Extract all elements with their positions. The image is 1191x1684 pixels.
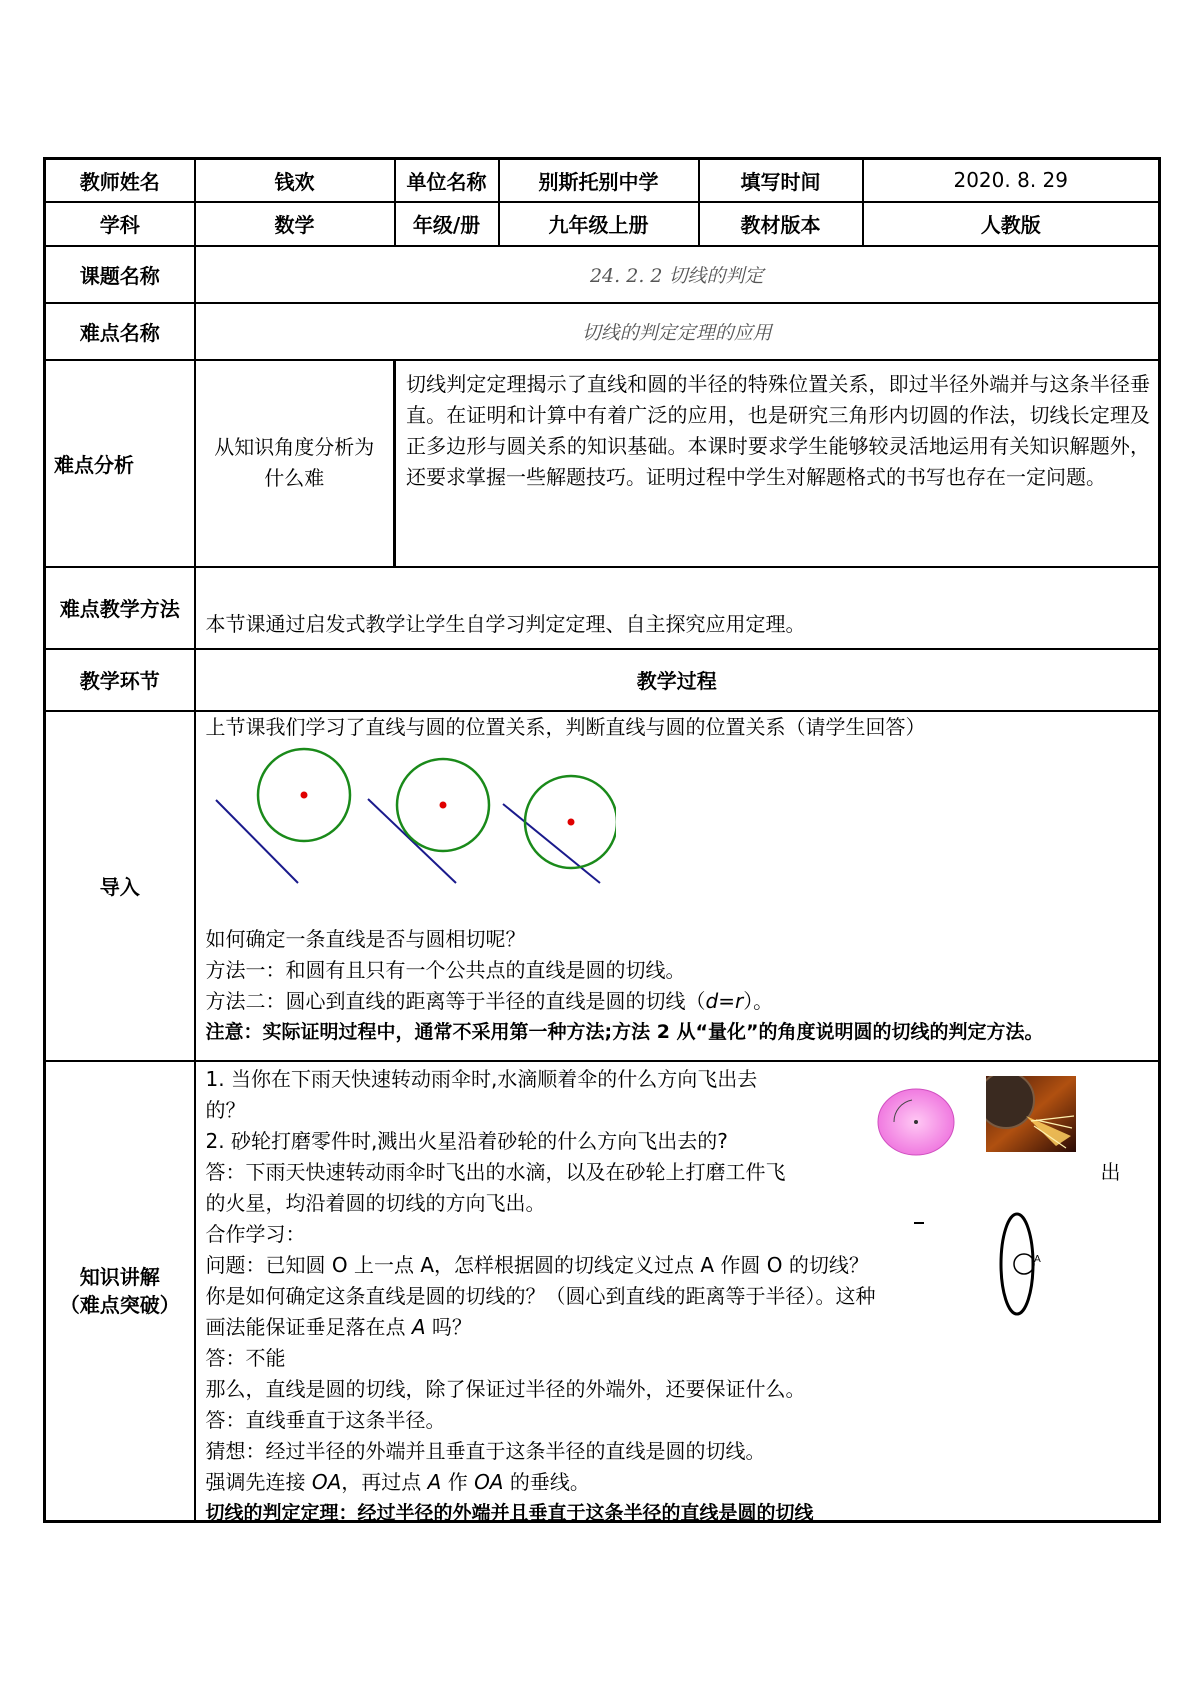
- unit-name-value: 别斯托别中学: [499, 159, 699, 202]
- line-14-d: A: [427, 1469, 442, 1494]
- grade-label: 年级/册: [395, 202, 499, 246]
- umbrella-center: [914, 1120, 918, 1124]
- method-text: 本节课通过启发式教学让学生自学习判定定理、自主探究应用定理。: [195, 567, 1160, 649]
- intro-question: 如何确定一条直线是否与圆相切呢？: [205, 926, 526, 951]
- intro-label: 导入: [45, 711, 195, 1061]
- grinding-wheel-picture: [986, 1076, 1076, 1152]
- knowledge-content: [195, 1061, 1160, 1522]
- method-two-formula: d=r: [705, 988, 744, 1013]
- topic-label: 课题名称: [45, 246, 195, 303]
- method-two: [206, 986, 774, 1017]
- difficulty-value: 切线的判定定理的应用: [195, 303, 1160, 360]
- knowledge-line-5: 的火星，均沿着圆的切线的方向飞出。: [205, 1190, 546, 1215]
- secant-line: [503, 804, 600, 883]
- tangent-line: [368, 799, 456, 883]
- intro-note: 注意：实际证明过程中，通常不采用第一种方法;方法 2 从“量化”的角度说明圆的切线的判定方法。: [205, 1020, 1044, 1043]
- method-two-close: ）。: [743, 988, 774, 1013]
- teaching-stage-label: 教学环节: [45, 649, 195, 711]
- line-14-f: OA: [474, 1469, 504, 1494]
- knowledge-line-9: [206, 1312, 472, 1343]
- fill-date-label: 填写时间: [699, 159, 863, 202]
- knowledge-line-12: 答：直线垂直于这条半径。: [205, 1407, 446, 1432]
- line-9-point: A: [411, 1314, 426, 1339]
- subject-value: 数学: [195, 202, 395, 246]
- construction-circle: [1014, 1254, 1034, 1274]
- unit-name-label: 单位名称: [395, 159, 499, 202]
- grinding-wheel: [986, 1076, 1034, 1128]
- line-14-a: 强调先连接: [205, 1469, 312, 1494]
- method-label: 难点教学方法: [45, 567, 195, 649]
- knowledge-label-main: 知识讲解: [79, 1264, 160, 1289]
- knowledge-line-4: 答：下雨天快速转动雨伞时飞出的水滴，以及在砂轮上打磨工件飞: [205, 1159, 786, 1184]
- lesson-plan-table: [43, 157, 1161, 1523]
- line-14-e: 作: [441, 1469, 475, 1494]
- umbrella-picture: [876, 1082, 956, 1162]
- knowledge-line-6: 合作学习：: [205, 1221, 306, 1246]
- teacher-name-value: 钱欢: [195, 159, 395, 202]
- separate-line: [216, 800, 298, 883]
- line-9-text: 画法能保证垂足落在点: [205, 1314, 412, 1339]
- analysis-sub-label: 从知识角度分析为什么难: [195, 360, 395, 567]
- dash-mark: [914, 1222, 924, 1224]
- teacher-name-label: 教师姓名: [45, 159, 195, 202]
- textbook-value: 人教版: [863, 202, 1160, 246]
- tangent-circle-center: [439, 801, 446, 808]
- analysis-text: 切线判定定理揭示了直线和圆的半径的特殊位置关系，即过半径外端并与这条半径垂直。在证明和计算中有着广泛的应用，也是研究三角形内切圆的作法，切线长定理及正多边形与圆关系的知识基础。本课时要求学生能够较灵活地运用有关知识解题外，还要求掌握一些解题技巧。证明过程中学生对解题格式的书写也存在一定问题。: [395, 360, 1160, 567]
- knowledge-line-2: 的？: [205, 1097, 246, 1122]
- method-two-text: 方法二：圆心到直线的距离等于半径的直线是圆的切线（: [205, 988, 706, 1013]
- knowledge-line-1: 1. 当你在下雨天快速转动雨伞时,水滴顺着伞的什么方向飞出去: [205, 1066, 758, 1091]
- knowledge-line-4-tail: 出: [1100, 1159, 1121, 1184]
- intro-content: [195, 711, 1160, 1061]
- subject-label: 学科: [45, 202, 195, 246]
- method-one: 方法一：和圆有且只有一个公共点的直线是圆的切线。: [205, 957, 686, 982]
- construction-ellipse: [1001, 1214, 1033, 1314]
- tangent-theorem: 切线的判定定理：经过半径的外端并且垂直于这条半径的直线是圆的切线: [205, 1501, 814, 1524]
- knowledge-line-13: 猜想：经过半径的外端并且垂直于这条半径的直线是圆的切线。: [205, 1438, 766, 1463]
- line-14-c: ，再过点: [341, 1469, 428, 1494]
- teaching-process-label: 教学过程: [195, 649, 1160, 711]
- knowledge-line-10: 答：不能: [205, 1345, 286, 1370]
- line-14-g: 的垂线。: [503, 1469, 590, 1494]
- knowledge-line-14: [206, 1467, 590, 1498]
- knowledge-line-3: 2. 砂轮打磨零件时,溅出火星沿着砂轮的什么方向飞出去的?: [205, 1128, 728, 1153]
- line-14-b: OA: [311, 1469, 342, 1494]
- tangent-construction-figure: [996, 1212, 1056, 1322]
- analysis-label: 难点分析: [45, 360, 195, 567]
- line-9-end: 吗？: [425, 1314, 472, 1339]
- point-a-label: A: [1033, 1253, 1041, 1265]
- topic-value: 24. 2. 2 切线的判定: [195, 246, 1160, 303]
- knowledge-line-7: 问题：已知圆 O 上一点 A，怎样根据圆的切线定义过点 A 作圆 O 的切线？: [205, 1252, 869, 1277]
- difficulty-label: 难点名称: [45, 303, 195, 360]
- circle-line-positions-figure: [196, 742, 616, 902]
- separate-circle-center: [300, 791, 307, 798]
- knowledge-line-11: 那么，直线是圆的切线，除了保证过半径的外端外，还要保证什么。: [205, 1376, 806, 1401]
- textbook-label: 教材版本: [699, 202, 863, 246]
- intro-line: 上节课我们学习了直线与圆的位置关系，判断直线与圆的位置关系（请学生回答）: [205, 714, 926, 739]
- fill-date-value: 2020. 8. 29: [863, 159, 1160, 202]
- secant-circle-center: [567, 818, 574, 825]
- knowledge-label-sub: （难点突破）: [59, 1292, 180, 1317]
- grade-value: 九年级上册: [499, 202, 699, 246]
- knowledge-line-8: 你是如何确定这条直线是圆的切线的？（圆心到直线的距离等于半径）。这种: [205, 1283, 876, 1308]
- knowledge-label: [45, 1061, 195, 1522]
